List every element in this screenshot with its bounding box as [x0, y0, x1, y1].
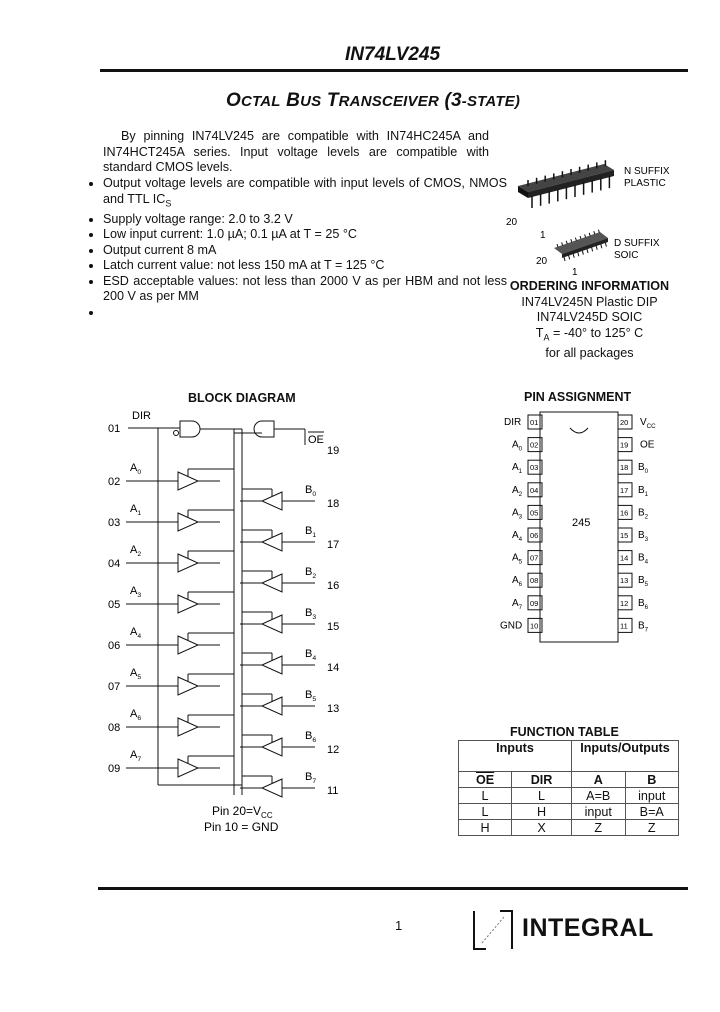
d-pin1-label: 1: [572, 267, 578, 278]
feature-list: [86, 176, 507, 320]
soic-package-icon: [554, 230, 608, 261]
a-pin-0: 02: [108, 476, 121, 488]
dir-pin: 01: [108, 423, 121, 435]
pin-name-right: $B_7$: [638, 620, 649, 634]
ordering-line-2: IN74LV245D SOIC: [536, 310, 643, 324]
pin-name-left: $A_3$: [512, 507, 523, 521]
table-cell: input: [625, 788, 679, 804]
a-pin-3: 05: [108, 599, 121, 611]
feature-item: • ESD acceptable values: not less than 2000 V as per HBM and not less 200 V as per MM: [103, 274, 507, 305]
pin-num-right: 20: [620, 418, 629, 427]
pin-num-left: 08: [530, 576, 539, 586]
chip-label: 245: [572, 517, 591, 529]
pin-num-right: 13: [620, 576, 629, 586]
table-cell: A=B: [572, 788, 626, 804]
pin-num-right: 14: [620, 553, 629, 563]
table-cell: L: [512, 788, 572, 804]
function-table: [458, 740, 679, 836]
pin-name-left: $A_4$: [512, 530, 523, 543]
table-cell: L: [459, 788, 512, 804]
a-pin-4: 06: [108, 640, 121, 652]
table-cell: B=A: [625, 804, 679, 820]
pin-name-left: $A_7$: [512, 597, 523, 611]
b-pin-2: 16: [327, 580, 340, 592]
pin-name-right: $B_3$: [638, 530, 649, 543]
b-label-4: $B_4$: [305, 648, 317, 662]
ordering-heading: ORDERING INFORMATION: [509, 279, 670, 293]
outputs-group-header: Inputs/Outputs: [572, 741, 679, 772]
function-table-title: FUNCTION TABLE: [510, 725, 619, 739]
pin-name-left: $A_5$: [512, 552, 523, 566]
b-pin-3: 15: [327, 621, 340, 633]
b-pin-6: 12: [327, 744, 340, 756]
feature-item: [103, 305, 507, 321]
pin-num-right: 12: [620, 598, 629, 608]
header-rule: [100, 69, 688, 72]
table-row: [459, 820, 679, 836]
dip-package-icon: [518, 160, 614, 208]
b-pin-7: 11: [327, 785, 339, 797]
block-diagram: [100, 405, 360, 835]
b-label-0: $B_0$: [305, 484, 317, 498]
table-cell: H: [512, 804, 572, 820]
column-header: A: [572, 772, 626, 788]
header-part-number: IN74LV245: [345, 44, 441, 65]
footer-rule: [98, 887, 688, 890]
oe-pin: 19: [327, 445, 340, 457]
oe-label: OE: [308, 434, 324, 446]
b-pin-4: 14: [327, 662, 340, 674]
pin-num-left: 10: [530, 621, 539, 631]
b-label-3: $B_3$: [305, 607, 317, 621]
n-suffix-label: N SUFFIX: [624, 166, 670, 177]
pin-num-left: 03: [530, 463, 539, 473]
n-pin20-label: 20: [506, 217, 518, 228]
pin-num-left: 07: [530, 553, 539, 563]
n-suffix-type: PLASTIC: [624, 178, 666, 189]
pin-name-left: $A_2$: [512, 484, 523, 498]
a-pin-5: 07: [108, 681, 121, 693]
brand-name: INTEGRAL: [522, 914, 654, 942]
b-label-2: $B_2$: [305, 566, 317, 580]
pin-num-right: 17: [620, 485, 629, 495]
pin-num-right: 18: [620, 463, 629, 473]
pin-name-left: $A_1$: [512, 462, 523, 476]
a-pin-2: 04: [108, 558, 121, 570]
d-suffix-type: SOIC: [614, 250, 639, 261]
b-pin-5: 13: [327, 703, 340, 715]
a-label-6: $A_6$: [130, 708, 142, 722]
pin-name-right: $B_2$: [638, 507, 649, 521]
pin-num-right: 11: [620, 621, 628, 631]
b-label-1: $B_1$: [305, 525, 317, 539]
column-header: B: [625, 772, 679, 788]
pin-num-left: 06: [530, 531, 539, 540]
table-row: [459, 788, 679, 804]
a-label-0: $A_0$: [130, 462, 142, 476]
table-cell: X: [512, 820, 572, 836]
a-pin-6: 08: [108, 722, 121, 734]
ordering-temp: $T_A = -40^\circ$ to 125° C: [535, 325, 644, 343]
b-pin-1: 17: [327, 539, 340, 551]
block-diagram-title: BLOCK DIAGRAM: [188, 391, 296, 405]
pin-num-left: 01: [530, 418, 539, 427]
pin-name-right: $B_1$: [638, 484, 649, 498]
table-cell: Z: [572, 820, 626, 836]
pin20-note: Pin $20=V_{CC}$: [212, 804, 273, 820]
table-cell: L: [459, 804, 512, 820]
n-pin1-label: 1: [540, 230, 546, 241]
feature-item: • Output current 8 mA: [103, 243, 507, 259]
pin-assignment-diagram: [490, 408, 670, 648]
pin-name-left: $A_6$: [512, 575, 523, 589]
ordering-note: for all packages: [545, 345, 634, 360]
integral-logo-icon: [472, 909, 514, 951]
pin-num-left: 04: [530, 485, 539, 495]
d-suffix-label: D SUFFIX: [614, 238, 660, 249]
table-cell: H: [459, 820, 512, 836]
pin-num-left: 05: [530, 508, 539, 518]
dir-label: DIR: [132, 410, 151, 422]
a-label-4: $A_4$: [130, 626, 142, 640]
b-label-5: $B_5$: [305, 689, 317, 703]
pin-name-right: $B_6$: [638, 597, 649, 611]
feature-item: • Low input current: 1.0 µA; 0.1 µA at T = 25 °C: [103, 227, 507, 243]
pin-assignment-title: PIN ASSIGNMENT: [524, 390, 632, 404]
inputs-group-header: Inputs: [459, 741, 572, 772]
a-label-5: $A_5$: [130, 667, 142, 681]
pin-name-right: $V_{CC}$: [640, 417, 656, 430]
table-cell: Z: [625, 820, 679, 836]
intro-paragraph: By pinning IN74LV245 are compatible with IN74HC245A and IN74HCT245A series. Input voltage levels are compatible with standard CMOS levels.: [103, 129, 489, 174]
b-pin-0: 18: [327, 498, 340, 510]
a-pin-1: 03: [108, 517, 121, 529]
pin-name-right: OE: [640, 439, 655, 451]
feature-item: • Supply voltage range: 2.0 to 3.2 V: [103, 212, 507, 228]
table-cell: input: [572, 804, 626, 820]
b-label-7: $B_7$: [305, 771, 317, 785]
pin-name-right: $B_4$: [638, 552, 649, 566]
pin-name-right: $B_5$: [638, 575, 649, 589]
a-label-7: $A_7$: [130, 749, 142, 763]
a-label-1: $A_1$: [130, 503, 142, 517]
pin-num-left: 02: [530, 440, 539, 450]
pin10-note: Pin 10 = GND: [204, 820, 279, 834]
d-pin20-label: 20: [536, 256, 548, 267]
column-header: DIR: [512, 772, 572, 788]
package-illustrations: [500, 158, 690, 278]
pin-num-right: 19: [620, 440, 629, 450]
b-label-6: $B_6$: [305, 730, 317, 744]
pin-num-left: 09: [530, 598, 539, 608]
pin-name-left: DIR: [504, 417, 522, 428]
document-title: OCTAL BUS TRANSCEIVER (3-STATE): [226, 90, 521, 111]
a-label-3: $A_3$: [130, 585, 142, 599]
a-pin-7: 09: [108, 763, 121, 775]
ordering-line-1: IN74LV245N Plastic DIP: [521, 294, 658, 309]
pin-num-right: 15: [620, 531, 629, 540]
pin-name-left: $A_0$: [512, 439, 523, 453]
pin-name-left: GND: [500, 620, 523, 632]
pin-name-right: $B_0$: [638, 462, 649, 476]
pin-num-right: 16: [620, 508, 629, 518]
page-number: 1: [395, 918, 403, 933]
column-header: $\overline{OE}$: [459, 772, 512, 788]
feature-item: • Output voltage levels are compatible with input levels of CMOS, NMOS and TTL $IC_S$: [103, 176, 507, 212]
ordering-information: [497, 279, 682, 361]
feature-item: • Latch current value: not less 150 mA at T = 125 °C: [103, 258, 507, 274]
a-label-2: $A_2$: [130, 544, 142, 558]
table-row: [459, 804, 679, 820]
